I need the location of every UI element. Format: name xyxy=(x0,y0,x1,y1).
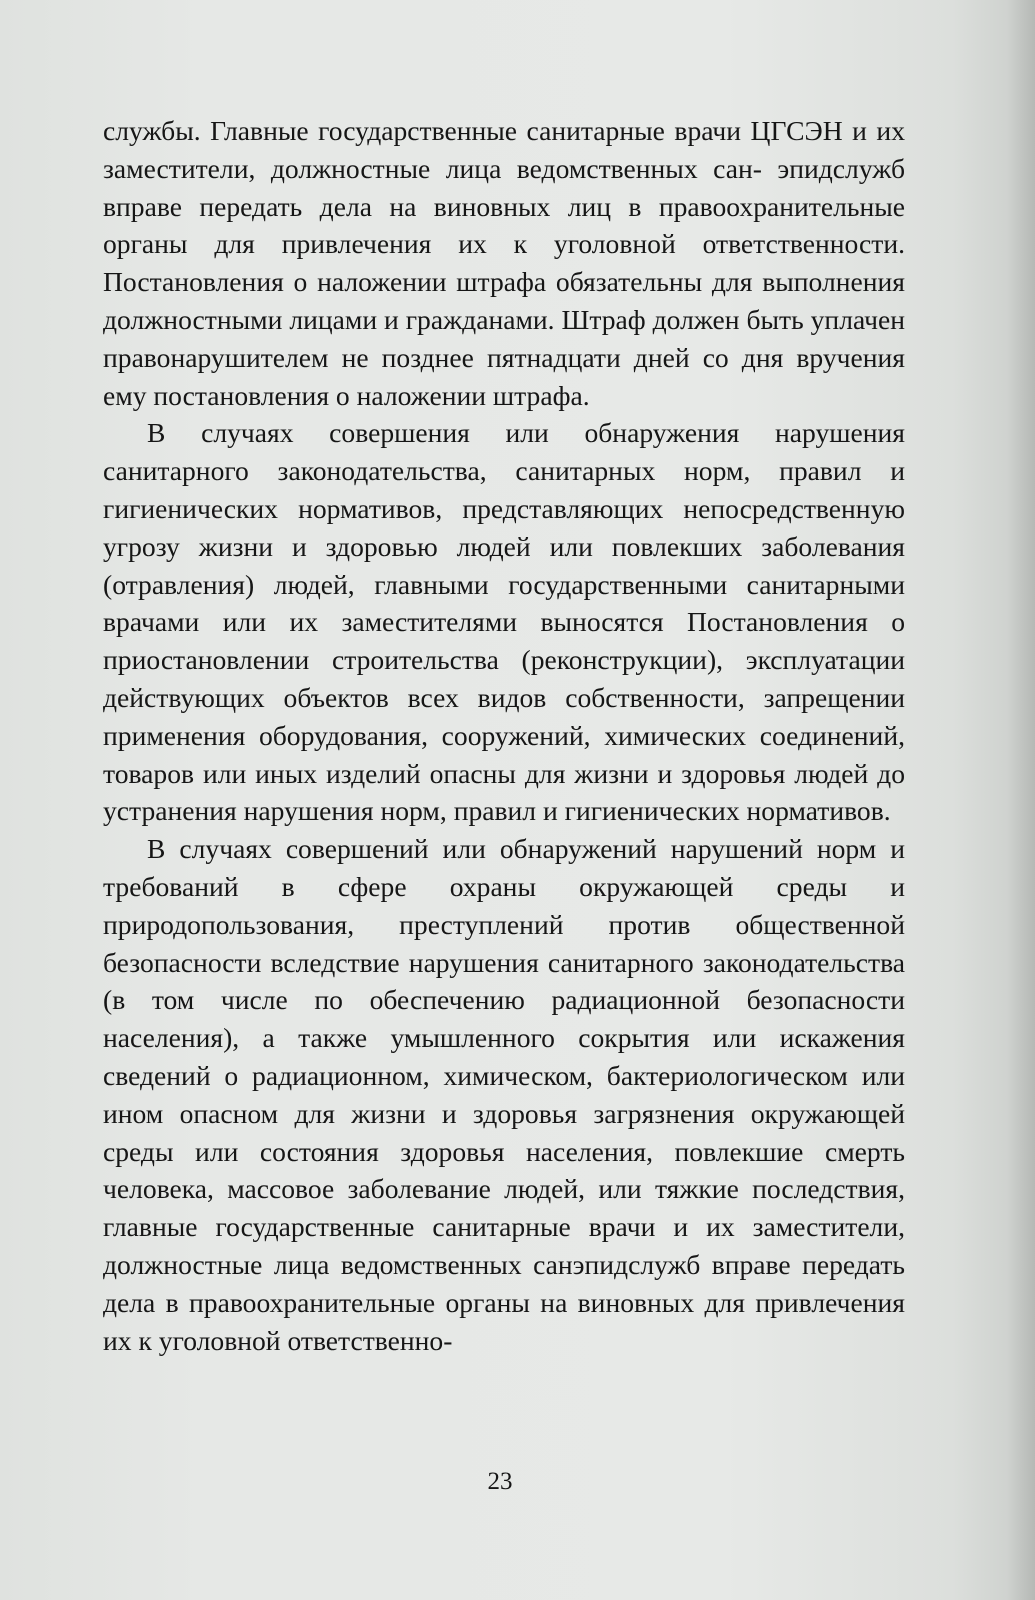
paragraph-suspension-orders: В случаях совершения или обнаружения нарушения санитарного законодательства, санитарных норм, правил и гигиенических нормативов, представляющих непосредственную угрозу жизни и здоровью людей или повлекших заболевания (отравления) людей, главными государственными санитарными врачами или их заместителями выносятся Постановления о приостановлении строительства (реконструкции), эксплуатации действующих объектов всех видов собственности, запрещении применения оборудования, сооружений, химических соединений, товаров или иных изделий опасны для жизни и здоровья людей до устранения нарушения норм, правил и гигиенических нормативов. xyxy=(103,417,905,827)
page-number: 23 xyxy=(487,1468,513,1495)
paragraph-criminal-liability: В случаях совершений или обнаружений нарушений норм и требований в сфере охраны окружающей среды и природопользования, преступлений против общественной безопасности вследствие нарушения санитарного законодательства (в том числе по обеспечению радиационной безопасности населения), а также умышленного сокрытия или искажения сведений о радиационном, химическом, бактериологическом или ином опасном для жизни и здоровья загрязнения окружающей среды или состояния здоровья населения, повлекшие смерть человека, массовое заболевание людей, или тяжкие последствия, главные государственные санитарные врачи и их заместители, должностные лица ведомственных санэпидслужб вправе передать дела в правоохранительные органы на виновных для привлечения их к уголовной ответственно- xyxy=(103,833,905,1356)
body-text xyxy=(103,112,905,1359)
paragraph-continued: службы. Главные государственные санитарные врачи ЦГСЭН и их заместители, должностные лица ведомственных сан- эпидслужб вправе передать дела на виновных лиц в правоохранительные органы для привлечения их к уголовной ответственности. Постановления о наложении штрафа обязательны для выполнения должностными лицами и гражданами. Штраф должен быть уплачен правонарушителем не позднее пятнадцати дней со дня вручения ему постановления о наложении штрафа. xyxy=(103,115,905,411)
